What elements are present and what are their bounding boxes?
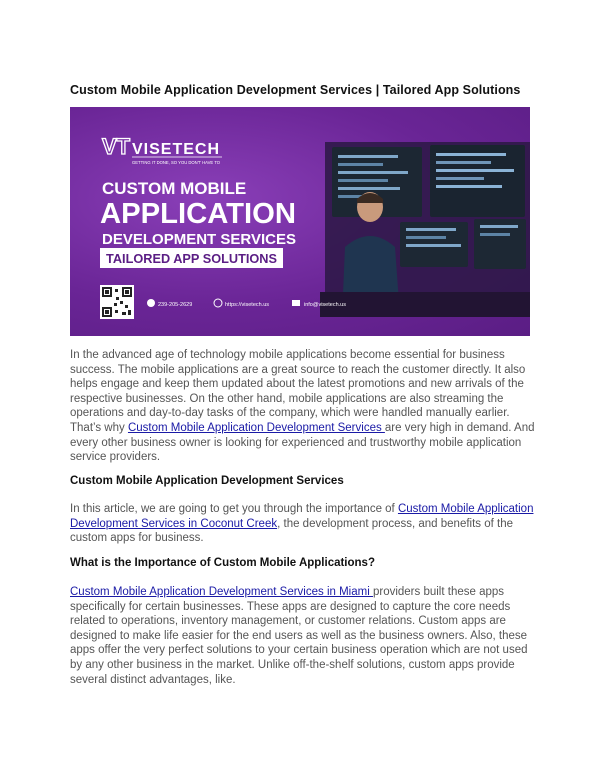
intro-text-end: are very high in demand. And every other business owner is looking for experienced and trustworthy mobile application service providers. (70, 421, 535, 464)
intro-paragraph (70, 348, 540, 465)
importance-paragraph (70, 585, 540, 687)
logo-text: VISETECH (132, 141, 221, 158)
phone-number: 239-205-2629 (158, 302, 193, 308)
importance-text: providers built these apps specifically for certain businesses. These apps are designed to capture the core needs related to operations, inventory management, or customer relations. Custom apps are designed to make life easier for the end users as well as the business owners. Also, these apps offer the very perfect solutions to your certain business operation which are not used by any other business in the market. Unlike off-the-shelf solutions, custom apps provide several distinct advantages, like. (70, 586, 528, 686)
link-custom-mobile-services[interactable]: Custom Mobile Application Development Services (127, 421, 385, 434)
email-icon (292, 300, 300, 306)
article-text-end: , the development process, and benefits of the custom apps for business. (70, 517, 514, 545)
section-heading-services: Custom Mobile Application Development Services (70, 475, 344, 487)
page-title: Custom Mobile Application Development Services | Tailored App Solutions (70, 83, 521, 97)
headline-line-2: APPLICATION (100, 198, 296, 230)
article-intro-paragraph (70, 502, 540, 546)
visetech-logo (102, 134, 222, 165)
qr-code-icon (100, 285, 134, 319)
link-coconut-creek-services[interactable]: Custom Mobile Application Development Services in Coconut Creek (70, 503, 534, 530)
headline-line-3: DEVELOPMENT SERVICES (102, 232, 297, 248)
article-text-start: In this article, we are going to get you through the importance of (70, 503, 398, 515)
link-miami-services[interactable]: Custom Mobile Application Development Services in Miami (70, 586, 373, 598)
logo-tagline: GETTING IT DONE, SO YOU DON'T HAVE TO (132, 160, 221, 165)
headline-line-4: TAILORED APP SOLUTIONS (106, 251, 278, 266)
intro-text-start: In the advanced age of technology mobile applications become essential for business success. The mobile applications are a great source to reach the customer directly. It also helps engage and keep them updated about the latest promotions and new arrivals of the respective businesses. On the other hand, mobile applications are also streaming the operations and day-to-day tasks of the company, which were handled manually earlier. That’s why (70, 349, 526, 434)
globe-icon (214, 299, 222, 307)
headline-line-1: CUSTOM MOBILE (102, 179, 247, 198)
logo-mark: VT (102, 134, 131, 159)
website-url: https://visetech.us (225, 302, 270, 308)
hero-banner-image (70, 107, 530, 336)
email-address: info@visetech.us (304, 302, 346, 308)
phone-icon (147, 299, 155, 307)
developer-workstation-illustration (320, 142, 530, 317)
section-heading-importance: What is the Importance of Custom Mobile Applications? (70, 557, 375, 569)
